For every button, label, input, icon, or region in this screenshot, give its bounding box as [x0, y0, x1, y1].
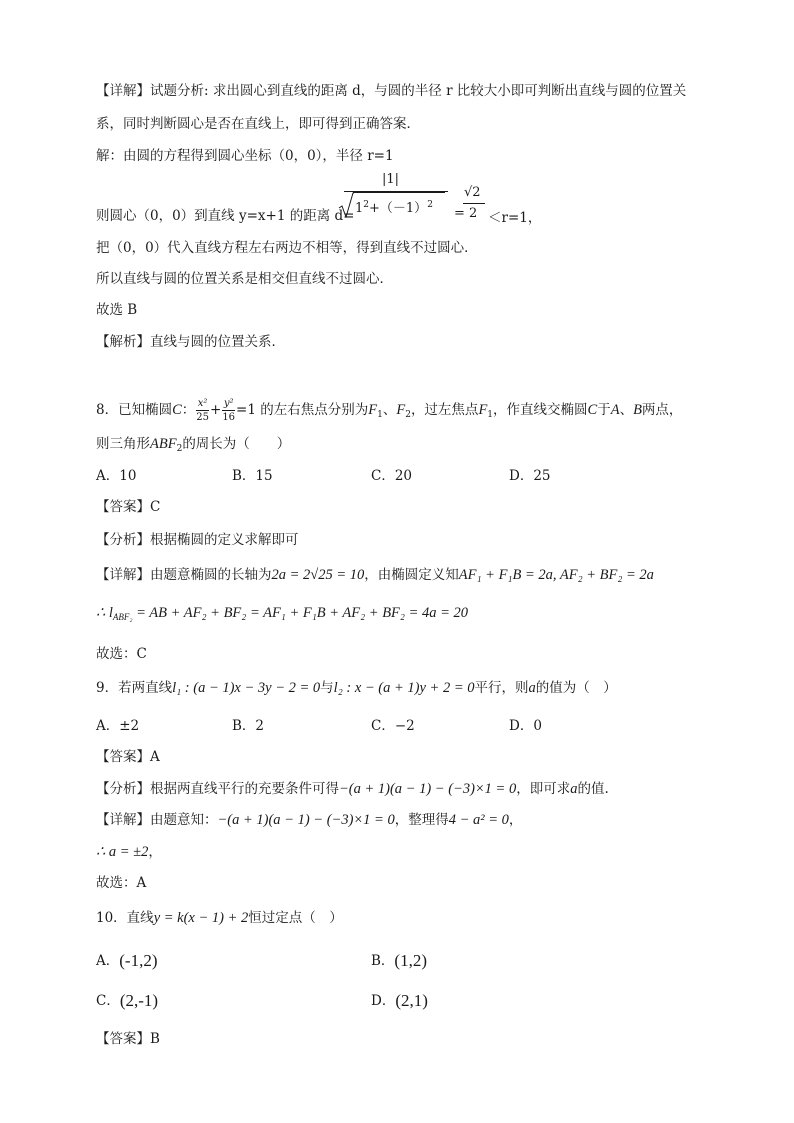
q9-stem	[96, 678, 617, 698]
analysis-text: 根据椭圆的定义求解即可	[150, 532, 299, 548]
ellipse-definition-formula: AF₁ + F₁B = 2a, AF₂ + BF₂ = 2a	[458, 567, 654, 583]
p7-solution-line3: 把（0，0）代入直线方程左右两边不相等，得到直线不过圆心．	[96, 240, 478, 256]
result-compare: ＜r=1，	[488, 210, 542, 226]
q8-choice: 故选：C	[96, 646, 147, 662]
den-square-2: 2	[427, 200, 433, 210]
frac-den: 16	[222, 412, 236, 423]
q8-option-d[interactable]: D．25	[509, 468, 551, 484]
var-a: a	[570, 781, 578, 797]
q8-stem-line1	[96, 397, 682, 425]
fraction-y2-16	[222, 397, 235, 424]
line-l2-equation: l₂ : x − (a + 1)y + 2 = 0	[333, 680, 475, 696]
sqrt-bar	[353, 192, 445, 193]
sep: 、	[619, 402, 634, 418]
option-point: (1,2)	[394, 951, 427, 970]
line-l1-equation: l₁ : (a − 1)x − 3y − 2 = 0	[172, 680, 321, 696]
condition-formula: −(a + 1)(a − 1) − (−3)×1 = 0	[217, 812, 395, 828]
triangle-sub: 2	[176, 444, 183, 454]
q9-analysis	[96, 779, 609, 799]
option-point: (-1,2)	[119, 951, 158, 970]
analysis-text: 直线与圆的位置关系．	[150, 334, 285, 350]
sep: 、	[382, 402, 397, 418]
triangle-abf: ABF	[150, 436, 177, 452]
result-formula: ∴ a = ±2	[96, 844, 149, 860]
distance-numerator: |1|	[382, 172, 400, 187]
focus-f1-again: F	[478, 402, 488, 418]
focus-f1: F	[368, 402, 378, 418]
answer-value: A	[150, 749, 160, 765]
result-denominator: 2	[469, 206, 478, 221]
comma: ，	[508, 812, 523, 828]
q10-option-b[interactable]	[371, 951, 427, 971]
ellipse-c: C	[172, 402, 182, 418]
distance-formula	[338, 172, 448, 224]
equals-sign: =	[454, 206, 465, 221]
detail-tag: 【详解】	[96, 567, 150, 583]
q8-number: 8．已知椭圆	[96, 402, 173, 418]
q9-option-a[interactable]: A．±2	[96, 718, 140, 734]
parallel-condition-formula: −(a + 1)(a − 1) − (−3)×1 = 0	[339, 781, 517, 797]
q8-option-b[interactable]: B．15	[232, 468, 273, 484]
sqrt-sign-icon	[338, 192, 354, 218]
q10-answer	[96, 1029, 160, 1049]
q10-option-a[interactable]	[96, 951, 157, 971]
perimeter-symbol: ∴ l	[96, 605, 113, 621]
option-point: (2,-1)	[119, 991, 159, 1010]
distance-denominator	[355, 197, 433, 216]
comma: ，	[148, 844, 162, 860]
q10-option-d[interactable]	[371, 991, 428, 1011]
detail-text-2: ，由椭圆定义知	[364, 567, 459, 583]
solution-text: 则圆心（0，0）到直线 y=x+1 的距离 d=	[96, 208, 355, 224]
point-a: A	[610, 402, 620, 418]
q8-option-a[interactable]: A．10	[96, 468, 137, 484]
answer-value: C	[150, 499, 161, 515]
text-parallel: 平行，则	[474, 680, 529, 696]
den-plus-neg-one: +（－1）	[369, 201, 428, 216]
q9-answer	[96, 747, 160, 767]
option-label: C．	[96, 993, 120, 1009]
q9-detail	[96, 810, 522, 830]
frac-num: y²	[223, 398, 234, 409]
detail-tag: 【详解】	[96, 83, 150, 99]
analysis-tag: 【分析】	[96, 532, 150, 548]
q10-number: 10．直线	[96, 910, 154, 926]
p7-choice: 故选 B	[96, 302, 138, 318]
point-b: B	[633, 402, 642, 418]
analysis-text-2: ，即可求	[516, 781, 571, 797]
text-value: 的值为（ ）	[535, 680, 617, 696]
answer-tag: 【答案】	[96, 499, 150, 515]
result-fraction-bar	[463, 203, 485, 204]
detail-text: 由题意椭圆的长轴为	[150, 567, 272, 583]
q9-option-d[interactable]: D．0	[509, 718, 542, 734]
analysis-text: 根据两直线平行的充要条件可得	[150, 781, 339, 797]
analysis-text-3: 的值.	[577, 781, 609, 797]
detail-text-2: ，整理得	[394, 812, 449, 828]
den-one: 1	[355, 201, 364, 216]
analysis-tag: 【解析】	[96, 334, 150, 350]
detail-text: 试题分析: 求出圆心到直线的距离 d，与圆的半径 r 比较大小即可判断出直线与圆的位置关	[150, 83, 687, 99]
q9-number: 9．若两直线	[96, 680, 173, 696]
text-at: 于	[597, 402, 611, 418]
line-equation: y = k(x − 1) + 2	[153, 910, 249, 926]
p7-solution-line1: 解：由圆的方程得到圆心坐标（0，0），半径 r=1	[96, 148, 394, 164]
perimeter-sub: ABF₂	[112, 612, 133, 622]
focus-f1-sub-again: 1	[487, 410, 494, 420]
answer-tag: 【答案】	[96, 1031, 150, 1047]
text-two-points: 两点，	[641, 402, 683, 418]
var-a: a	[528, 680, 536, 696]
q8-answer	[96, 497, 160, 517]
text-perimeter: 的周长为（ ）	[182, 436, 291, 452]
focus-f2-sub: 2	[405, 410, 411, 420]
q8-stem-line2	[96, 434, 290, 459]
plus-sign: +	[210, 402, 222, 418]
q9-choice: 故选：A	[96, 875, 147, 891]
text-triangle: 则三角形	[96, 436, 150, 452]
q8-analysis	[96, 530, 299, 550]
colon: ：	[181, 402, 196, 418]
q10-stem	[96, 908, 343, 928]
q8-detail	[96, 565, 654, 585]
focus-f1-sub: 1	[377, 410, 383, 420]
frac-num: x²	[197, 398, 208, 409]
text-left-focus: ，过左焦点	[410, 402, 479, 418]
q10-option-c[interactable]	[96, 991, 158, 1011]
text-and: 与	[320, 680, 334, 696]
detail-text: 由题意知：	[150, 812, 218, 828]
answer-value: B	[150, 1031, 160, 1047]
option-label: A．	[96, 953, 120, 969]
q9-result	[96, 842, 162, 862]
p7-analysis	[96, 332, 285, 352]
option-point: (2,1)	[395, 991, 428, 1010]
q8-perimeter-line	[96, 603, 468, 627]
focus-f2: F	[396, 402, 406, 418]
p7-solution-line4: 所以直线与圆的位置关系是相交但直线不过圆心．	[96, 271, 393, 287]
analysis-tag: 【分析】	[96, 781, 150, 797]
q8-option-c[interactable]: C．20	[371, 468, 413, 484]
result-fraction	[452, 185, 542, 226]
option-label: B．	[371, 953, 395, 969]
text-fixed-point: 恒过定点（ ）	[248, 910, 343, 926]
p7-detail-line2: 系，同时判断圆心是否在直线上，即可得到正确答案．	[96, 116, 420, 132]
p7-solution-line2	[96, 206, 354, 226]
q9-option-b[interactable]: B．2	[232, 718, 265, 734]
p7-detail-line1	[96, 81, 686, 101]
option-label: D．	[371, 993, 396, 1009]
answer-tag: 【答案】	[96, 749, 150, 765]
perimeter-formula: = AB + AF₂ + BF₂ = AF₁ + F₁B + AF₂ + BF₂ = 4a = 20	[132, 605, 469, 621]
text-line-intersect: ，作直线交椭圆	[493, 402, 588, 418]
frac-den: 25	[196, 412, 209, 423]
eq-text: =1 的左右焦点分别为	[236, 402, 369, 418]
fraction-x2-25	[196, 397, 209, 424]
q9-option-c[interactable]: C．−2	[371, 718, 415, 734]
detail-tag: 【详解】	[96, 812, 150, 828]
sqrt2-numerator: √2	[464, 185, 481, 200]
ellipse-c-again: C	[587, 402, 598, 418]
den-square: 2	[363, 200, 370, 210]
major-axis-formula: 2a = 2√25 = 10	[271, 567, 365, 583]
simplified-formula: 4 − a² = 0	[448, 812, 509, 828]
